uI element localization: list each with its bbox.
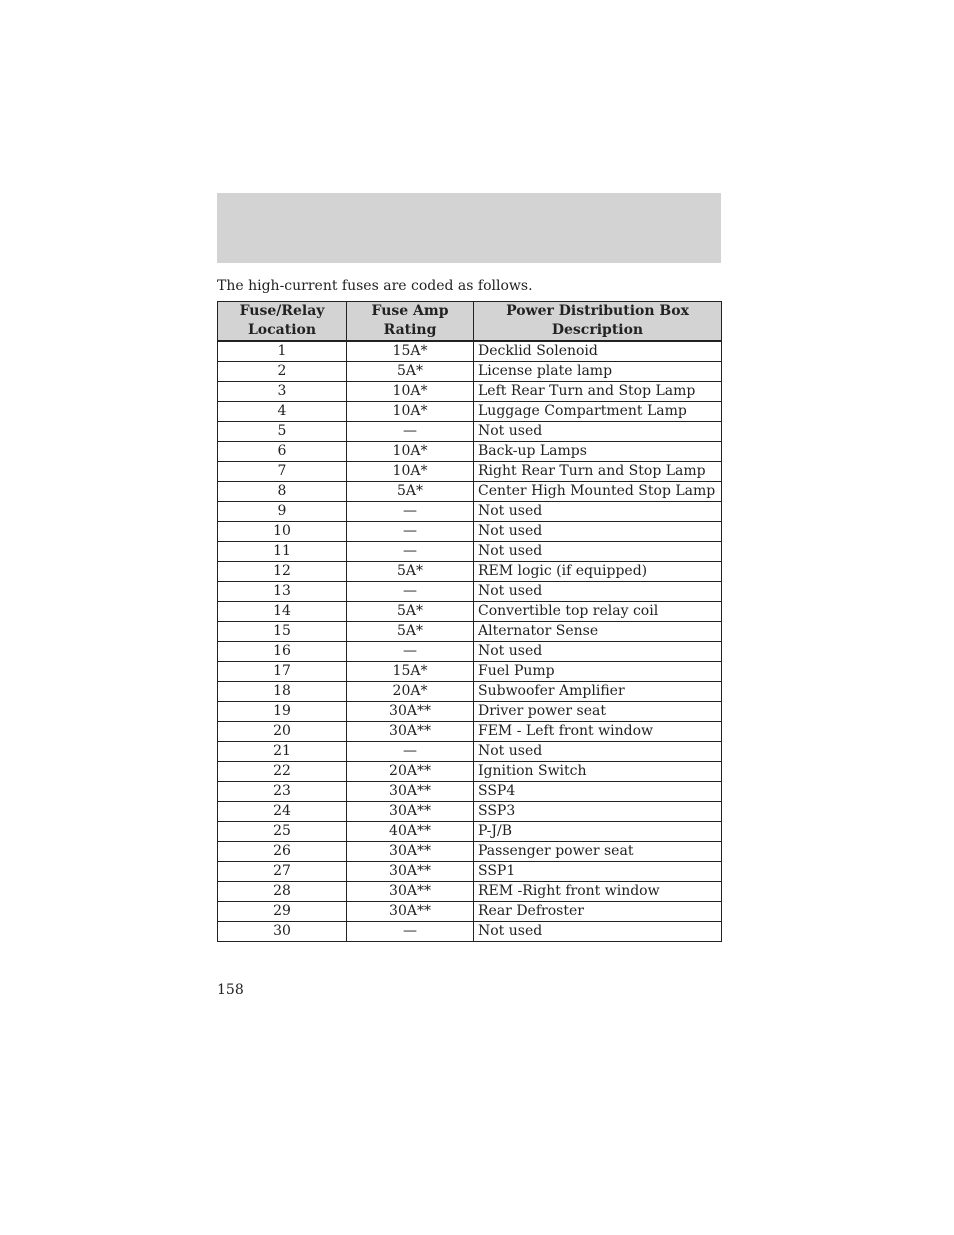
fuse-description-cell: REM logic (if equipped) [474,562,722,582]
fuse-amp-cell: — [347,922,474,942]
fuse-location-cell: 23 [218,782,347,802]
fuse-location-cell: 13 [218,582,347,602]
fuse-description-cell: REM -Right front window [474,882,722,902]
header-location-line2: Location [247,322,317,338]
fuse-amp-cell: 15A* [347,662,474,682]
fuse-amp-cell: 30A** [347,802,474,822]
fuse-amp-cell: 10A* [347,382,474,402]
fuse-amp-cell: 10A* [347,442,474,462]
fuse-description-cell: Right Rear Turn and Stop Lamp [474,462,722,482]
fuse-location-cell: 27 [218,862,347,882]
fuse-description-cell: SSP3 [474,802,722,822]
fuse-amp-cell: 30A** [347,862,474,882]
fuse-location-cell: 3 [218,382,347,402]
section-header-band [217,193,721,263]
table-row [218,462,722,482]
fuse-description-cell: Alternator Sense [474,622,722,642]
table-row [218,622,722,642]
fuse-location-cell: 12 [218,562,347,582]
table-row [218,582,722,602]
fuse-location-cell: 6 [218,442,347,462]
intro-text: The high-current fuses are coded as follows. [217,278,533,294]
fuse-amp-cell: 30A** [347,722,474,742]
fuse-amp-cell: 40A** [347,822,474,842]
fuse-amp-cell: 20A** [347,762,474,782]
table-row [218,522,722,542]
table-row [218,662,722,682]
fuse-location-cell: 5 [218,422,347,442]
fuse-location-cell: 15 [218,622,347,642]
fuse-amp-cell: — [347,542,474,562]
table-row [218,902,722,922]
table-row [218,842,722,862]
table-header-row [218,302,722,342]
fuse-amp-cell: — [347,502,474,522]
fuse-amp-cell: — [347,742,474,762]
fuse-description-cell: Left Rear Turn and Stop Lamp [474,382,722,402]
header-desc-line1: Power Distribution Box [506,303,689,319]
fuse-amp-cell: 5A* [347,562,474,582]
table-row [218,702,722,722]
fuse-location-cell: 24 [218,802,347,822]
fuse-description-cell: Luggage Compartment Lamp [474,402,722,422]
table-row [218,442,722,462]
fuse-description-cell: SSP1 [474,862,722,882]
fuse-amp-cell: 5A* [347,622,474,642]
fuse-location-cell: 28 [218,882,347,902]
header-amp-rating [347,302,474,342]
fuse-location-cell: 1 [218,341,347,362]
fuse-description-cell: License plate lamp [474,362,722,382]
table-row [218,602,722,622]
header-location-line1: Fuse/Relay [239,303,325,319]
fuse-description-cell: Not used [474,642,722,662]
fuse-description-cell: Not used [474,542,722,562]
fuse-amp-cell: — [347,522,474,542]
fuse-amp-cell: 5A* [347,482,474,502]
fuse-description-cell: Center High Mounted Stop Lamp [474,482,722,502]
table-row [218,402,722,422]
header-location [218,302,347,342]
fuse-amp-cell: — [347,422,474,442]
fuse-location-cell: 11 [218,542,347,562]
fuse-location-cell: 9 [218,502,347,522]
fuse-description-cell: SSP4 [474,782,722,802]
fuse-location-cell: 20 [218,722,347,742]
fuse-amp-cell: 30A** [347,882,474,902]
fuse-location-cell: 25 [218,822,347,842]
table-row [218,922,722,942]
fuse-description-cell: Rear Defroster [474,902,722,922]
table-row [218,722,722,742]
fuse-location-cell: 8 [218,482,347,502]
fuse-description-cell: Fuel Pump [474,662,722,682]
header-desc-line2: Description [551,322,644,338]
fuse-table [217,301,722,942]
fuse-description-cell: Subwoofer Amplifier [474,682,722,702]
fuse-location-cell: 7 [218,462,347,482]
table-row [218,782,722,802]
header-amp-line1: Fuse Amp [371,303,449,319]
table-row [218,682,722,702]
fuse-amp-cell: — [347,582,474,602]
fuse-description-cell: Ignition Switch [474,762,722,782]
fuse-location-cell: 29 [218,902,347,922]
table-row [218,502,722,522]
fuse-amp-cell: 30A** [347,782,474,802]
fuse-location-cell: 10 [218,522,347,542]
fuse-description-cell: Not used [474,522,722,542]
table-row [218,742,722,762]
fuse-location-cell: 22 [218,762,347,782]
fuse-location-cell: 14 [218,602,347,622]
fuse-description-cell: Not used [474,742,722,762]
header-amp-line2: Rating [383,322,437,338]
table-row [218,822,722,842]
fuse-description-cell: Not used [474,922,722,942]
table-row [218,542,722,562]
fuse-location-cell: 26 [218,842,347,862]
fuse-description-cell: Convertible top relay coil [474,602,722,622]
fuse-description-cell: Not used [474,502,722,522]
table-row [218,362,722,382]
fuse-amp-cell: 20A* [347,682,474,702]
fuse-amp-cell: 10A* [347,402,474,422]
fuse-amp-cell: 30A** [347,702,474,722]
table-row [218,341,722,362]
fuse-description-cell: FEM - Left front window [474,722,722,742]
fuse-location-cell: 30 [218,922,347,942]
fuse-description-cell: Decklid Solenoid [474,341,722,362]
table-row [218,642,722,662]
fuse-amp-cell: 30A** [347,842,474,862]
table-row [218,562,722,582]
fuse-location-cell: 18 [218,682,347,702]
fuse-description-cell: Not used [474,582,722,602]
fuse-location-cell: 19 [218,702,347,722]
fuse-location-cell: 2 [218,362,347,382]
table-row [218,882,722,902]
fuse-amp-cell: 5A* [347,602,474,622]
fuse-description-cell: Back-up Lamps [474,442,722,462]
fuse-amp-cell: 10A* [347,462,474,482]
table-body [218,341,722,942]
table-row [218,422,722,442]
header-description [474,302,722,342]
table-row [218,382,722,402]
table-row [218,802,722,822]
fuse-description-cell: Not used [474,422,722,442]
table-row [218,762,722,782]
fuse-location-cell: 21 [218,742,347,762]
fuse-location-cell: 17 [218,662,347,682]
table-row [218,482,722,502]
fuse-location-cell: 16 [218,642,347,662]
fuse-amp-cell: 30A** [347,902,474,922]
table-row [218,862,722,882]
fuse-description-cell: Passenger power seat [474,842,722,862]
fuse-amp-cell: — [347,642,474,662]
fuse-description-cell: P-J/B [474,822,722,842]
fuse-description-cell: Driver power seat [474,702,722,722]
page-number: 158 [217,982,244,998]
fuse-location-cell: 4 [218,402,347,422]
fuse-amp-cell: 5A* [347,362,474,382]
fuse-amp-cell: 15A* [347,341,474,362]
